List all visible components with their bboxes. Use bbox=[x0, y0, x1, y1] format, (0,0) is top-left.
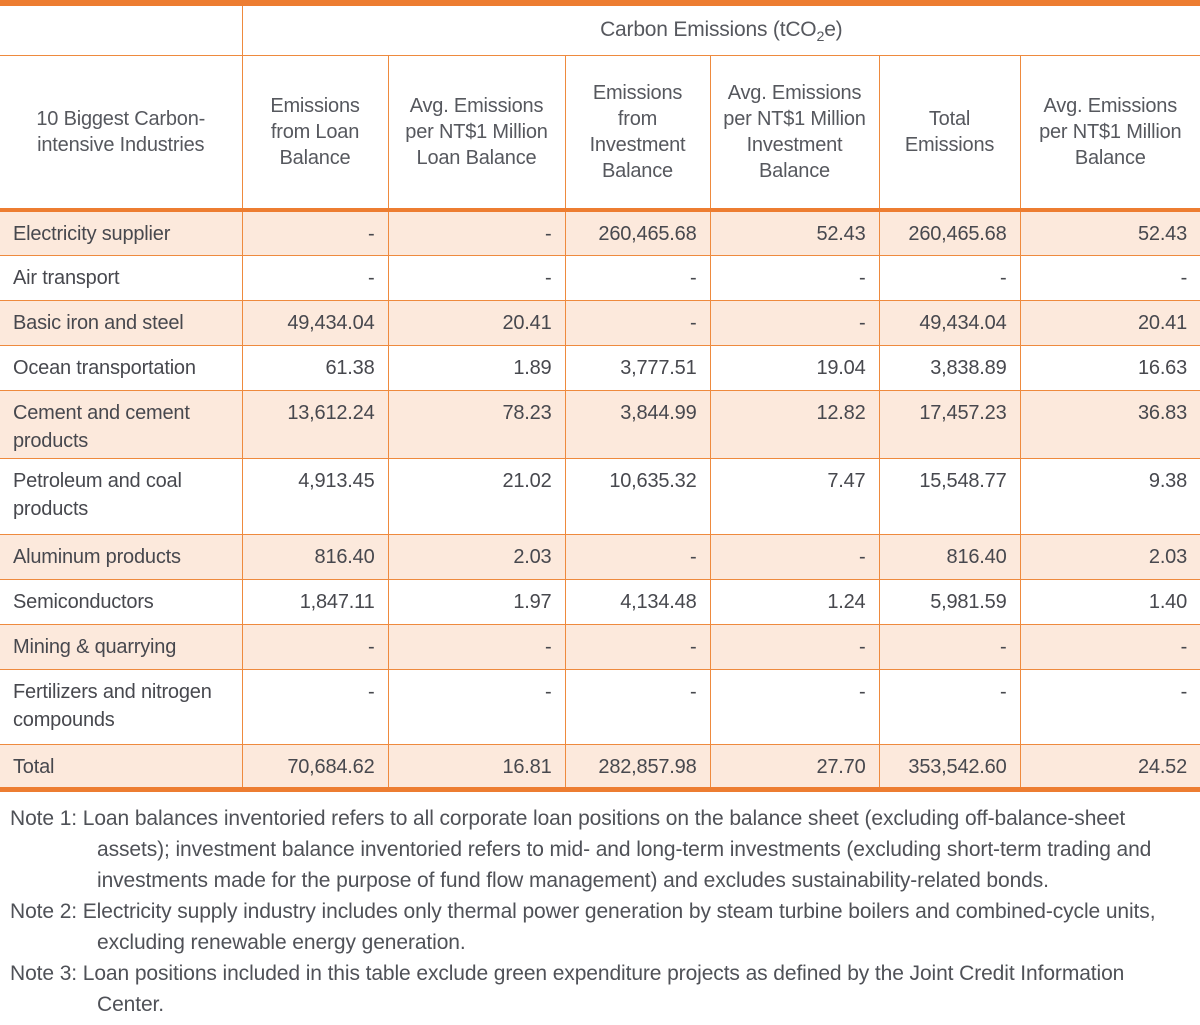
industry-cell: Fertilizers and nitrogen compounds bbox=[0, 669, 242, 744]
table-row bbox=[0, 744, 1200, 789]
column-header-investment-emissions: Emissions from Investment Balance bbox=[565, 55, 710, 210]
note-3-label: Note 3: bbox=[10, 961, 78, 985]
value-cell: - bbox=[710, 534, 879, 579]
table-row bbox=[0, 390, 1200, 458]
note-1-text: Loan balances inventoried refers to all corporate loan positions on the balance sheet (excluding off-balance-sheet assets); investment balance inventoried refers to mid- and long-term investments (excluding short-term trading and investments made for the purpose of fund flow management) and excludes sustainability-related bonds. bbox=[82, 806, 1152, 892]
value-cell: 3,838.89 bbox=[879, 345, 1020, 390]
industry-cell: Basic iron and steel bbox=[0, 300, 242, 345]
table-row bbox=[0, 669, 1200, 744]
value-cell: 1,847.11 bbox=[242, 579, 388, 624]
value-cell: 70,684.62 bbox=[242, 744, 388, 789]
industry-cell: Semiconductors bbox=[0, 579, 242, 624]
table-body bbox=[0, 210, 1200, 789]
value-cell: 7.47 bbox=[710, 458, 879, 534]
value-cell: 24.52 bbox=[1020, 744, 1200, 789]
value-cell: 49,434.04 bbox=[242, 300, 388, 345]
column-header-avg-balance: Avg. Emissions per NT$1 Million Balance bbox=[1020, 55, 1200, 210]
value-cell: - bbox=[242, 669, 388, 744]
value-cell: - bbox=[565, 534, 710, 579]
industry-cell: Cement and cement products bbox=[0, 390, 242, 458]
value-cell: 9.38 bbox=[1020, 458, 1200, 534]
header-span-row bbox=[0, 3, 1200, 55]
value-cell: 4,134.48 bbox=[565, 579, 710, 624]
value-cell: - bbox=[388, 255, 565, 300]
value-cell: - bbox=[242, 210, 388, 255]
value-cell: 49,434.04 bbox=[879, 300, 1020, 345]
value-cell: 15,548.77 bbox=[879, 458, 1020, 534]
value-cell: 3,777.51 bbox=[565, 345, 710, 390]
table-row bbox=[0, 624, 1200, 669]
value-cell: 1.97 bbox=[388, 579, 565, 624]
footnotes bbox=[0, 803, 1200, 1020]
value-cell: 16.63 bbox=[1020, 345, 1200, 390]
value-cell: 27.70 bbox=[710, 744, 879, 789]
value-cell: 2.03 bbox=[1020, 534, 1200, 579]
value-cell: - bbox=[565, 624, 710, 669]
column-header-industries: 10 Biggest Carbon-intensive Industries bbox=[0, 55, 242, 210]
value-cell: - bbox=[242, 255, 388, 300]
column-header-loan-emissions: Emissions from Loan Balance bbox=[242, 55, 388, 210]
value-cell: 12.82 bbox=[710, 390, 879, 458]
industry-cell: Ocean transportation bbox=[0, 345, 242, 390]
value-cell: 1.40 bbox=[1020, 579, 1200, 624]
group-header-suffix: e) bbox=[824, 18, 843, 42]
note-1 bbox=[0, 803, 1192, 896]
value-cell: 5,981.59 bbox=[879, 579, 1020, 624]
value-cell: - bbox=[1020, 669, 1200, 744]
industry-cell: Electricity supplier bbox=[0, 210, 242, 255]
value-cell: 3,844.99 bbox=[565, 390, 710, 458]
table-row bbox=[0, 300, 1200, 345]
value-cell: 21.02 bbox=[388, 458, 565, 534]
table-row bbox=[0, 255, 1200, 300]
value-cell: 353,542.60 bbox=[879, 744, 1020, 789]
value-cell: - bbox=[879, 669, 1020, 744]
value-cell: 61.38 bbox=[242, 345, 388, 390]
note-3 bbox=[0, 958, 1192, 1020]
table-row bbox=[0, 534, 1200, 579]
value-cell: 52.43 bbox=[710, 210, 879, 255]
table-row bbox=[0, 458, 1200, 534]
value-cell: 816.40 bbox=[242, 534, 388, 579]
value-cell: - bbox=[879, 624, 1020, 669]
note-2 bbox=[0, 896, 1192, 958]
value-cell: 20.41 bbox=[388, 300, 565, 345]
value-cell: 282,857.98 bbox=[565, 744, 710, 789]
value-cell: 2.03 bbox=[388, 534, 565, 579]
value-cell: 19.04 bbox=[710, 345, 879, 390]
value-cell: 78.23 bbox=[388, 390, 565, 458]
value-cell: 36.83 bbox=[1020, 390, 1200, 458]
value-cell: - bbox=[1020, 255, 1200, 300]
value-cell: 816.40 bbox=[879, 534, 1020, 579]
table-row bbox=[0, 579, 1200, 624]
column-header-avg-investment: Avg. Emissions per NT$1 Million Investment Balance bbox=[710, 55, 879, 210]
note-2-label: Note 2: bbox=[10, 899, 78, 923]
value-cell: - bbox=[879, 255, 1020, 300]
table-row bbox=[0, 345, 1200, 390]
value-cell: - bbox=[565, 300, 710, 345]
value-cell: - bbox=[388, 669, 565, 744]
value-cell: - bbox=[388, 210, 565, 255]
value-cell: - bbox=[565, 669, 710, 744]
carbon-emissions-group-header bbox=[242, 3, 1200, 55]
empty-corner-cell bbox=[0, 3, 242, 55]
value-cell: - bbox=[710, 255, 879, 300]
value-cell: - bbox=[710, 300, 879, 345]
value-cell: 52.43 bbox=[1020, 210, 1200, 255]
group-header-text: Carbon Emissions (tCO bbox=[600, 18, 817, 42]
column-header-row bbox=[0, 55, 1200, 210]
value-cell: 10,635.32 bbox=[565, 458, 710, 534]
table-row bbox=[0, 210, 1200, 255]
industry-cell: Mining & quarrying bbox=[0, 624, 242, 669]
note-2-text: Electricity supply industry includes only thermal power generation by steam turbine boilers and combined-cycle units, excluding renewable energy generation. bbox=[82, 899, 1156, 954]
value-cell: 20.41 bbox=[1020, 300, 1200, 345]
table-header bbox=[0, 3, 1200, 210]
co2-subscript: 2 bbox=[816, 29, 825, 46]
value-cell: - bbox=[710, 669, 879, 744]
value-cell: - bbox=[242, 624, 388, 669]
column-header-total-emissions: Total Emissions bbox=[879, 55, 1020, 210]
value-cell: - bbox=[388, 624, 565, 669]
value-cell: 13,612.24 bbox=[242, 390, 388, 458]
value-cell: 16.81 bbox=[388, 744, 565, 789]
value-cell: 260,465.68 bbox=[879, 210, 1020, 255]
industry-cell: Air transport bbox=[0, 255, 242, 300]
value-cell: 260,465.68 bbox=[565, 210, 710, 255]
note-1-label: Note 1: bbox=[10, 806, 78, 830]
value-cell: - bbox=[710, 624, 879, 669]
value-cell: - bbox=[565, 255, 710, 300]
industry-cell: Petroleum and coal products bbox=[0, 458, 242, 534]
value-cell: 4,913.45 bbox=[242, 458, 388, 534]
value-cell: 17,457.23 bbox=[879, 390, 1020, 458]
note-3-text: Loan positions included in this table exclude green expenditure projects as defined by the Joint Credit Information Center. bbox=[82, 961, 1125, 1016]
column-header-avg-loan: Avg. Emissions per NT$1 Million Loan Balance bbox=[388, 55, 565, 210]
value-cell: 1.24 bbox=[710, 579, 879, 624]
value-cell: - bbox=[1020, 624, 1200, 669]
industry-cell: Aluminum products bbox=[0, 534, 242, 579]
value-cell: 1.89 bbox=[388, 345, 565, 390]
industry-cell: Total bbox=[0, 744, 242, 789]
